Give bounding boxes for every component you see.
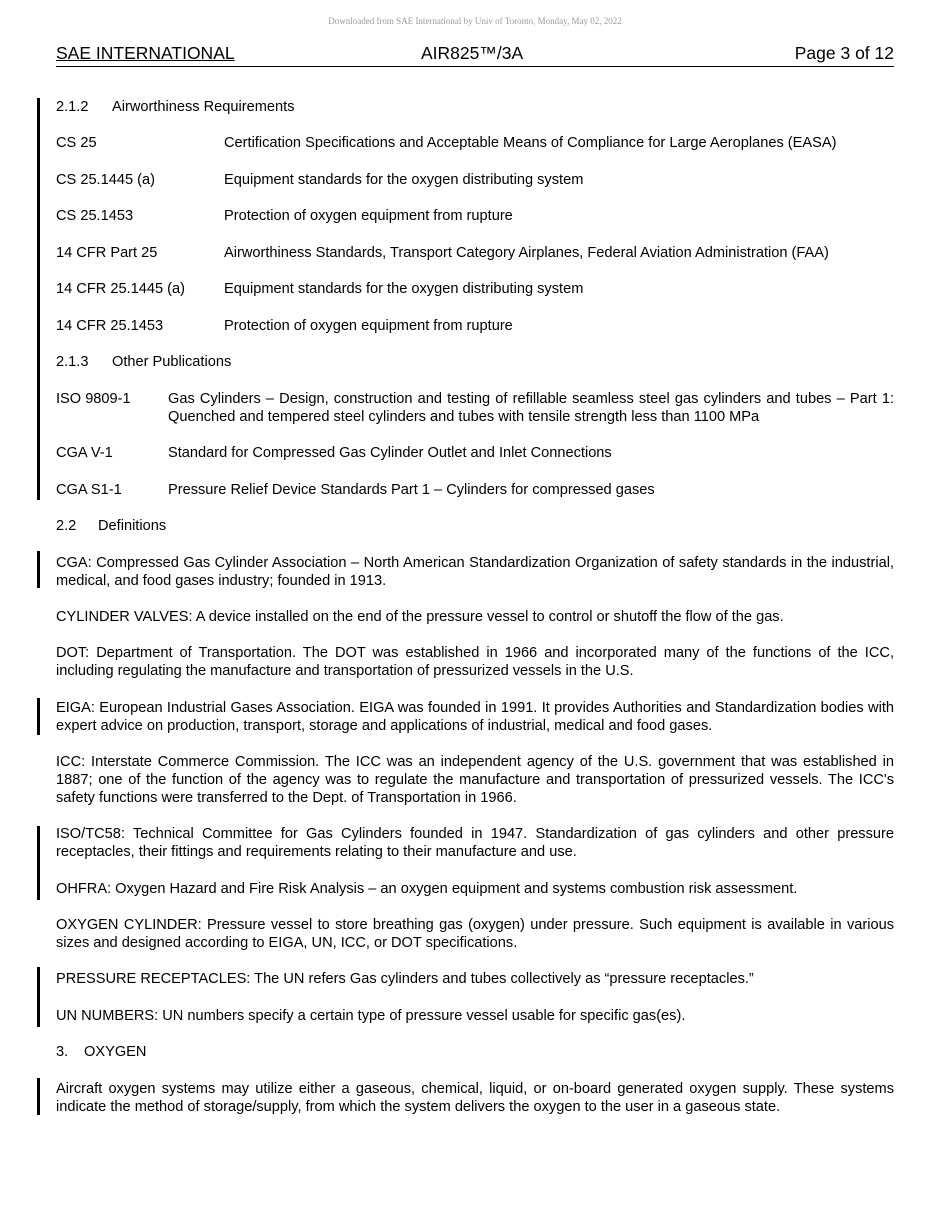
change-bar [37,98,40,500]
definition-paragraph: CYLINDER VALVES: A device installed on the end of the pressure vessel to control or shutoff the flow of the gas. [56,609,784,625]
change-bar [37,698,40,735]
download-watermark: Downloaded from SAE International by Univ of Toronto, Monday, May 02, 2022 [328,16,622,26]
definition-paragraph: UN NUMBERS: UN numbers specify a certain type of pressure vessel usable for specific gas(es). [56,1008,686,1024]
header-organization: SAE INTERNATIONAL [56,43,235,63]
oxygen-paragraph: Aircraft oxygen systems may utilize either a gaseous, chemical, liquid, or on-board generated oxygen supply. These systems indicate the method of storage/supply, from which the system delivers the oxygen to the user in a gaseous state. [56,1081,894,1115]
reference-description: Equipment standards for the oxygen distributing system [224,172,584,188]
section-heading-2-1-2 [56,98,295,116]
section-heading-2-1-3 [56,353,231,371]
change-bar [37,1078,40,1115]
section-heading-3 [56,1043,146,1061]
reference-description: Protection of oxygen equipment from rupture [224,208,513,224]
publication-description: Gas Cylinders – Design, construction and testing of refillable seamless steel gas cylinders and tubes – Part 1: Quenched and tempered steel cylinders and tubes with tensile strength less than 1100 MPa [168,391,894,425]
header-page-number: Page 3 of 12 [794,43,894,63]
reference-description: Equipment standards for the oxygen distributing system [224,281,584,297]
definition-paragraph: ISO/TC58: Technical Committee for Gas Cylinders founded in 1947. Standardization of gas cylinders and other pressure receptacles, their fittings and requirements relating to their manufacture and use. [56,826,894,860]
reference-code: CS 25.1445 (a) [56,172,155,188]
reference-code: CS 25.1453 [56,208,134,224]
reference-code: CS 25 [56,135,97,151]
section-number: 2.1.3 [56,354,89,370]
section-title: OXYGEN [84,1044,147,1060]
section-title: Definitions [98,518,167,534]
change-bar [37,551,40,588]
publication-description: Pressure Relief Device Standards Part 1 – Cylinders for compressed gases [168,482,655,498]
reference-code: 14 CFR 25.1445 (a) [56,281,185,297]
publication-code: CGA V-1 [56,445,113,461]
reference-description: Certification Specifications and Acceptable Means of Compliance for Large Aeroplanes (EASA) [224,135,837,151]
section-title: Other Publications [112,354,232,370]
header-document-number: AIR825™/3A [421,43,524,63]
definition-paragraph: DOT: Department of Transportation. The DOT was established in 1966 and incorporated many of the functions of the ICC, including regulating the manufacture and transportation of pressurized vessels in the U.S. [56,645,894,679]
section-number: 2.2 [56,518,77,534]
reference-code: 14 CFR 25.1453 [56,318,164,334]
reference-description: Protection of oxygen equipment from rupture [224,318,513,334]
change-bar [37,826,40,900]
section-heading-2-2 [56,517,166,535]
definition-paragraph: OHFRA: Oxygen Hazard and Fire Risk Analysis – an oxygen equipment and systems combustion risk assessment. [56,881,798,897]
reference-code: 14 CFR Part 25 [56,245,158,261]
section-number: 3. [56,1044,69,1060]
definition-paragraph: CGA: Compressed Gas Cylinder Association – North American Standardization Organization of safety standards in the industrial, medical, and food gases industry; founded in 1913. [56,555,894,589]
definition-paragraph: PRESSURE RECEPTACLES: The UN refers Gas cylinders and tubes collectively as “pressure receptacles.” [56,971,754,987]
section-title: Airworthiness Requirements [112,99,295,115]
definition-paragraph: EIGA: European Industrial Gases Association. EIGA was founded in 1991. It provides Authorities and Standardization bodies with expert advice on production, transport, storage and applications of industrial, medical and food gases. [56,700,894,734]
change-bar [37,967,40,1027]
definition-paragraph: ICC: Interstate Commerce Commission. The ICC was an independent agency of the U.S. government that was established in 1887; one of the function of the agency was to regulate the manufacture and transportation of pressurized vessels. The ICC's safety functions were transferred to the Dept. of Transportation in 1966. [56,754,894,806]
section-number: 2.1.2 [56,99,89,115]
publication-code: CGA S1-1 [56,482,122,498]
page-header [56,44,894,67]
publication-code: ISO 9809-1 [56,391,131,407]
reference-description: Airworthiness Standards, Transport Category Airplanes, Federal Aviation Administration (FAA) [224,245,829,261]
definition-paragraph: OXYGEN CYLINDER: Pressure vessel to store breathing gas (oxygen) under pressure. Such equipment is available in various sizes and designed according to EIGA, UN, ICC, or DOT specifications. [56,917,894,951]
publication-description: Standard for Compressed Gas Cylinder Outlet and Inlet Connections [168,445,612,461]
